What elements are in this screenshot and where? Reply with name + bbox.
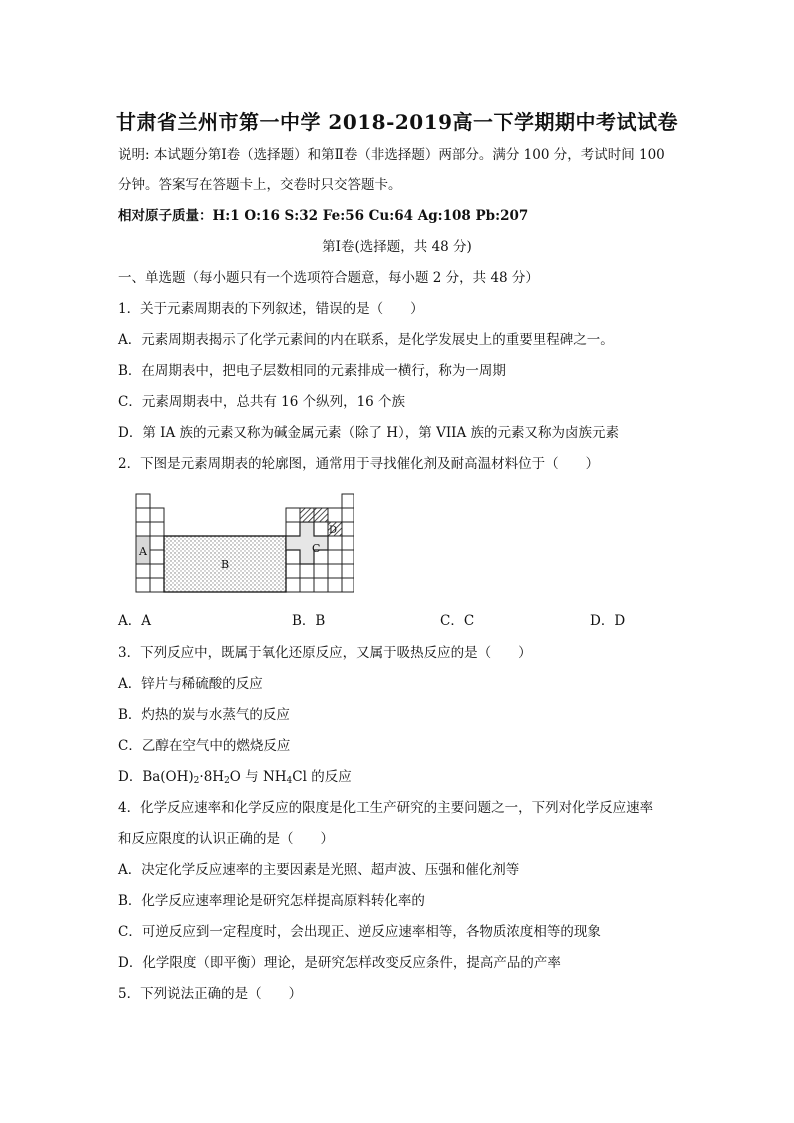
q1-stem: 1．关于元素周期表的下列叙述，错误的是（ ） — [118, 301, 424, 317]
q2-options — [0, 612, 794, 632]
q2-option-a: A．A — [118, 613, 151, 629]
q1-option-d: D．第 IA 族的元素又称为碱金属元素（除了 H），第 VIIA 族的元素又称为卤族元素 — [118, 425, 620, 441]
q3-stem: 3．下列反应中，既属于氧化还原反应，又属于吸热反应的是（ ） — [118, 645, 532, 661]
q2-option-c: C．C — [440, 613, 475, 629]
part-one-heading: 一、单选题（每小题只有一个选项符合题意，每小题 2 分，共 48 分） — [118, 270, 539, 286]
periodic-table-outline-figure — [134, 492, 354, 600]
q1-option-a: A．元素周期表揭示了化学元素间的内在联系，是化学发展史上的重要里程碑之一。 — [118, 332, 614, 348]
q1-option-b: B．在周期表中，把电子层数相同的元素排成一横行，称为一周期 — [118, 363, 506, 379]
label-d: D — [329, 525, 338, 536]
q4-option-c: C．可逆反应到一定程度时，会出现正、逆反应速率相等，各物质浓度相等的现象 — [118, 924, 601, 940]
q4-stem-line-2: 和反应限度的认识正确的是（ ） — [118, 831, 334, 847]
q2-option-b: B．B — [292, 613, 326, 629]
atomic-masses: 相对原子质量：H:1 O:16 S:32 Fe:56 Cu:64 Ag:108 Pb:207 — [118, 208, 529, 224]
label-b: B — [221, 558, 230, 571]
instructions-line-1: 说明: 本试题分第Ⅰ卷（选择题）和第Ⅱ卷（非选择题）两部分。满分 100 分，考试时间 100 — [118, 147, 665, 163]
instructions-line-2: 分钟。答案写在答题卡上，交卷时只交答题卡。 — [118, 177, 402, 193]
q5-stem: 5．下列说法正确的是（ ） — [118, 986, 303, 1002]
q3-option-c: C．乙醇在空气中的燃烧反应 — [118, 738, 291, 754]
q4-option-d: D．化学限度（即平衡）理论，是研究怎样改变反应条件，提高产品的产率 — [118, 955, 561, 971]
q4-option-b: B．化学反应速率理论是研究怎样提高原料转化率的 — [118, 893, 425, 909]
q4-stem-line-1: 4．化学反应速率和化学反应的限度是化工生产研究的主要问题之一，下列对化学反应速率 — [118, 800, 654, 816]
section-title: 第Ⅰ卷(选择题，共 48 分) — [322, 239, 472, 255]
q2-stem: 2．下图是元素周期表的轮廓图，通常用于寻找催化剂及耐高温材料位于（ ） — [118, 456, 600, 472]
q4-option-a: A．决定化学反应速率的主要因素是光照、超声波、压强和催化剂等 — [118, 862, 520, 878]
q3-option-d: D．$Ba(OH)_2\cdot 8H_2O$ 与 $NH_4Cl$ 的反应 — [118, 769, 352, 786]
label-a: A — [139, 545, 147, 558]
region-c — [286, 522, 328, 564]
exam-title: 甘肃省兰州市第一中学 2018-2019高一下学期期中考试试卷 — [115, 110, 679, 134]
q3-option-a: A．锌片与稀硫酸的反应 — [118, 676, 263, 692]
label-c: C — [312, 542, 321, 555]
q1-option-c: C．元素周期表中，总共有 16 个纵列，16 个族 — [118, 394, 406, 410]
q2-option-d: D．D — [590, 613, 626, 629]
q3-option-b: B．灼热的炭与水蒸气的反应 — [118, 707, 290, 723]
